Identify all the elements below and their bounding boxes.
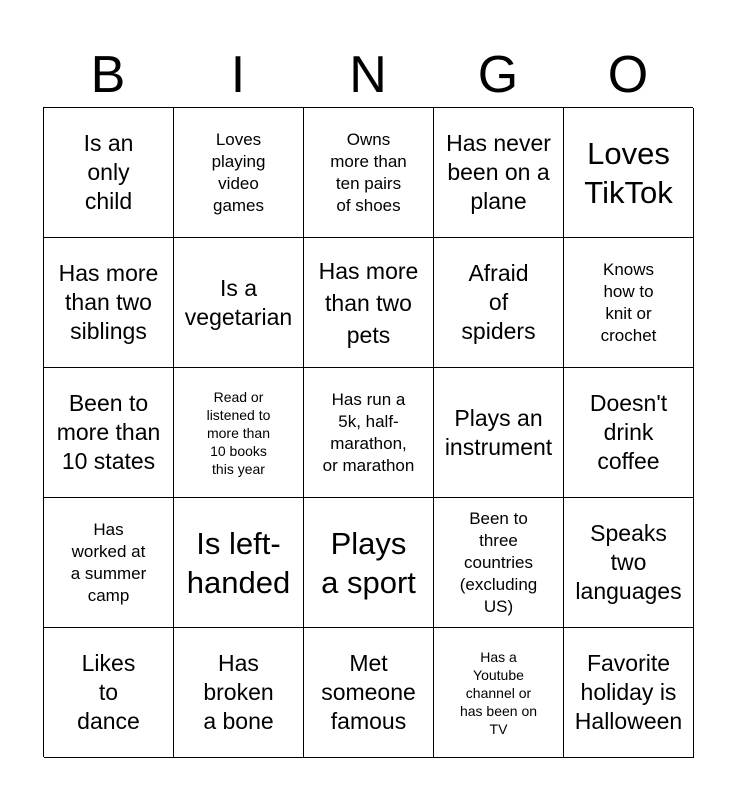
cell-text: Is left- handed bbox=[186, 525, 291, 600]
cell-text: Has worked at a summer camp bbox=[70, 519, 147, 605]
bingo-cell[interactable] bbox=[44, 368, 174, 498]
bingo-cell[interactable] bbox=[434, 628, 564, 758]
bingo-cell[interactable] bbox=[304, 108, 434, 238]
cell-text: Plays an instrument bbox=[444, 404, 553, 460]
bingo-cell[interactable] bbox=[44, 238, 174, 368]
bingo-cell[interactable] bbox=[304, 628, 434, 758]
bingo-cell[interactable] bbox=[44, 108, 174, 238]
cell-text: Met someone famous bbox=[321, 650, 416, 734]
header-letter-n: N bbox=[349, 46, 387, 104]
cell-text: Speaks two languages bbox=[575, 520, 682, 604]
bingo-cell[interactable] bbox=[174, 628, 304, 758]
cell-text: Has a Youtube channel or has been on TV bbox=[459, 648, 538, 737]
cell-text: Doesn't drink coffee bbox=[589, 390, 668, 474]
cell-text: Plays a sport bbox=[321, 525, 416, 600]
bingo-grid bbox=[43, 107, 693, 757]
bingo-header bbox=[43, 44, 693, 106]
cell-text: Loves playing video games bbox=[211, 129, 266, 215]
cell-text: Owns more than ten pairs of shoes bbox=[330, 129, 407, 215]
bingo-cell[interactable] bbox=[44, 498, 174, 628]
bingo-cell[interactable] bbox=[434, 498, 564, 628]
bingo-cell[interactable] bbox=[564, 368, 694, 498]
cell-text: Has more than two siblings bbox=[58, 260, 159, 344]
bingo-cell[interactable] bbox=[434, 108, 564, 238]
cell-text: Is an only child bbox=[83, 130, 134, 214]
cell-text: Knows how to knit or crochet bbox=[600, 259, 657, 345]
bingo-cell[interactable] bbox=[434, 238, 564, 368]
bingo-cell[interactable] bbox=[564, 498, 694, 628]
bingo-cell[interactable] bbox=[564, 108, 694, 238]
cell-text: Likes to dance bbox=[77, 650, 140, 734]
cell-text: Read or listened to more than 10 books this year bbox=[206, 388, 271, 477]
cell-text: Favorite holiday is Halloween bbox=[574, 650, 683, 734]
cell-text: Loves TikTok bbox=[584, 135, 673, 210]
header-letter-b: B bbox=[90, 46, 126, 104]
bingo-cell[interactable] bbox=[44, 628, 174, 758]
bingo-cell[interactable] bbox=[304, 498, 434, 628]
bingo-cell[interactable] bbox=[564, 628, 694, 758]
cell-text: Has broken a bone bbox=[203, 650, 274, 734]
cell-text: Has more than two pets bbox=[318, 257, 419, 348]
bingo-cell[interactable] bbox=[174, 498, 304, 628]
bingo-cell[interactable] bbox=[304, 238, 434, 368]
header-letter-g: G bbox=[477, 46, 519, 104]
header-letter-i: I bbox=[230, 46, 246, 104]
cell-text: Has run a 5k, half- marathon, or marathon bbox=[322, 389, 415, 475]
header-letter-o: O bbox=[607, 46, 649, 104]
bingo-cell[interactable] bbox=[434, 368, 564, 498]
cell-text: Has never been on a plane bbox=[446, 130, 551, 214]
bingo-cell[interactable] bbox=[174, 368, 304, 498]
cell-text: Is a vegetarian bbox=[184, 274, 293, 330]
bingo-cell[interactable] bbox=[174, 238, 304, 368]
cell-text: Been to three countries (excluding US) bbox=[459, 508, 538, 616]
bingo-cell[interactable] bbox=[174, 108, 304, 238]
cell-text: Been to more than 10 states bbox=[56, 390, 161, 474]
cell-text: Afraid of spiders bbox=[461, 260, 536, 344]
bingo-cell[interactable] bbox=[304, 368, 434, 498]
bingo-cell[interactable] bbox=[564, 238, 694, 368]
